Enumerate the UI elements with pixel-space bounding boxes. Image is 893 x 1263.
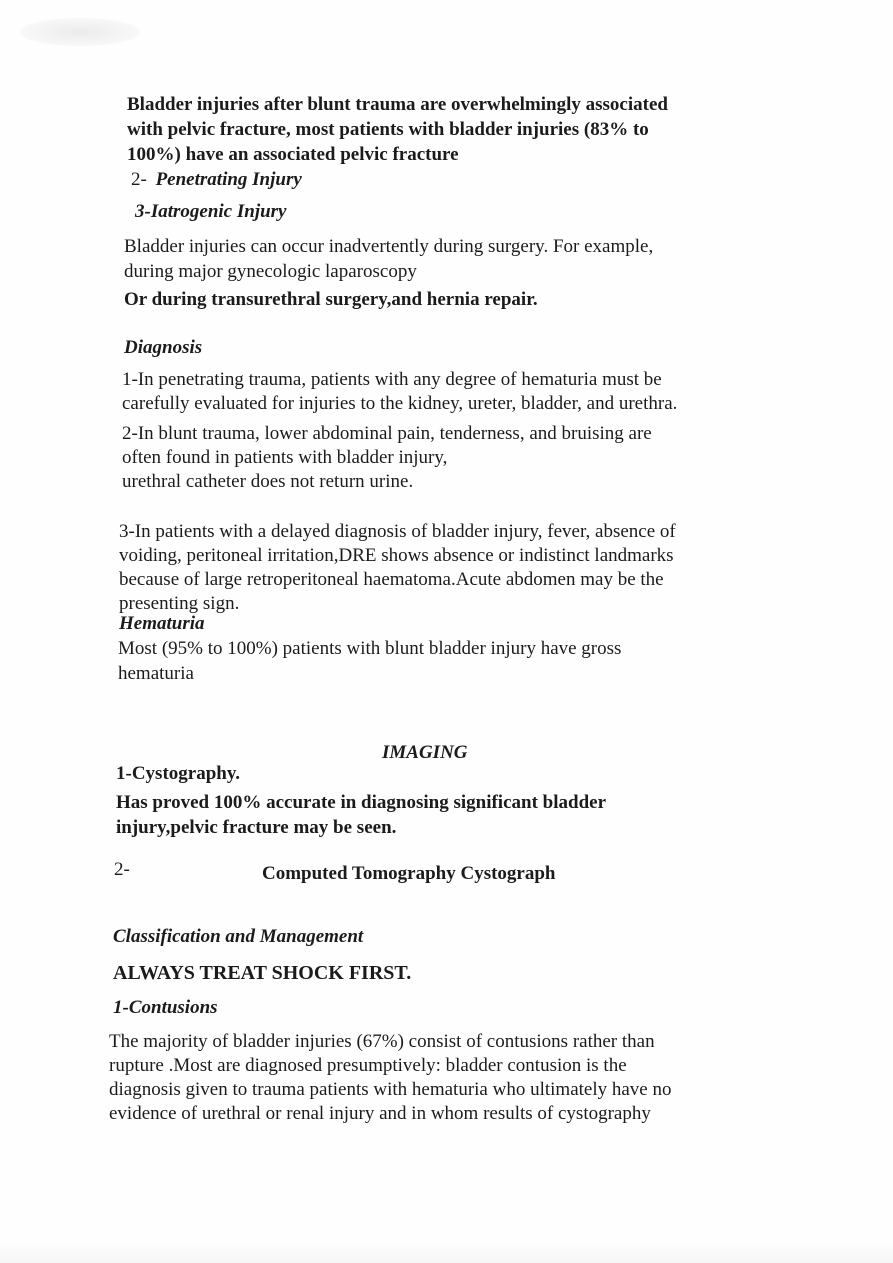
iatrogenic-heading: 3-Iatrogenic Injury (135, 201, 287, 222)
diagnosis-item-2 (122, 422, 652, 494)
diagnosis-line: urethral catheter does not return urine. (122, 471, 414, 492)
diagnosis-line: 1-In penetrating trauma, patients with any degree of hematuria must be (122, 369, 662, 390)
intro-line: with pelvic fracture, most patients with bladder injuries (83% to (127, 119, 649, 140)
contusions-line: The majority of bladder injuries (67%) consist of contusions rather than (109, 1031, 655, 1052)
iatrogenic-line: Bladder injuries can occur inadvertently during surgery. For example, (124, 236, 654, 257)
diagnosis-line: voiding, peritoneal irritation,DRE shows absence or indistinct landmarks (119, 545, 674, 566)
cystography-line: Has proved 100% accurate in diagnosing significant bladder (116, 792, 607, 813)
contusions-line: diagnosis given to trauma patients with hematuria who ultimately have no (109, 1079, 672, 1100)
hematuria-heading: Hematuria (119, 613, 205, 634)
ct-item-title: Computed Tomography Cystograph (262, 863, 556, 884)
heading-title: Penetrating Injury (155, 169, 302, 190)
scan-smudge (20, 18, 140, 46)
heading-number: 2- (131, 169, 147, 190)
contusions-heading: 1-Contusions (113, 997, 218, 1018)
ct-item-number: 2- (114, 859, 130, 880)
iatrogenic-paragraph (124, 234, 653, 284)
diagnosis-item-1 (122, 368, 677, 416)
iatrogenic-bold-line: Or during transurethral surgery,and hernia repair. (124, 289, 538, 310)
contusions-paragraph (109, 1030, 672, 1126)
hematuria-line: hematuria (118, 663, 194, 684)
iatrogenic-line: during major gynecologic laparoscopy (124, 261, 417, 282)
diagnosis-heading: Diagnosis (124, 337, 203, 358)
diagnosis-item-3 (119, 520, 676, 616)
diagnosis-line: often found in patients with bladder injury, (122, 447, 448, 468)
diagnosis-line: because of large retroperitoneal haematoma.Acute abdomen may be the (119, 569, 664, 590)
penetrating-heading (131, 168, 302, 192)
contusions-line: rupture .Most are diagnosed presumptively: bladder contusion is the (109, 1055, 627, 1076)
cystography-heading: 1-Cystography. (116, 763, 241, 784)
cystography-paragraph (116, 790, 606, 840)
intro-line: 100%) have an associated pelvic fracture (127, 144, 459, 165)
cystography-line: injury,pelvic fracture may be seen. (116, 817, 397, 838)
diagnosis-line: 3-In patients with a delayed diagnosis of bladder injury, fever, absence of (119, 521, 676, 542)
shock-warning: ALWAYS TREAT SHOCK FIRST. (113, 962, 412, 984)
intro-line: Bladder injuries after blunt trauma are overwhelmingly associated (127, 94, 668, 115)
scan-edge-shadow (0, 1241, 893, 1263)
hematuria-paragraph (118, 636, 621, 686)
classification-heading: Classification and Management (113, 926, 364, 947)
intro-paragraph (127, 92, 668, 167)
contusions-line: evidence of urethral or renal injury and in whom results of cystography (109, 1103, 651, 1124)
diagnosis-line: 2-In blunt trauma, lower abdominal pain, tenderness, and bruising are (122, 423, 652, 444)
imaging-heading: IMAGING (382, 742, 468, 763)
diagnosis-line: carefully evaluated for injuries to the kidney, ureter, bladder, and urethra. (122, 393, 678, 414)
hematuria-line: Most (95% to 100%) patients with blunt bladder injury have gross (118, 638, 622, 659)
diagnosis-line: presenting sign. (119, 593, 240, 614)
